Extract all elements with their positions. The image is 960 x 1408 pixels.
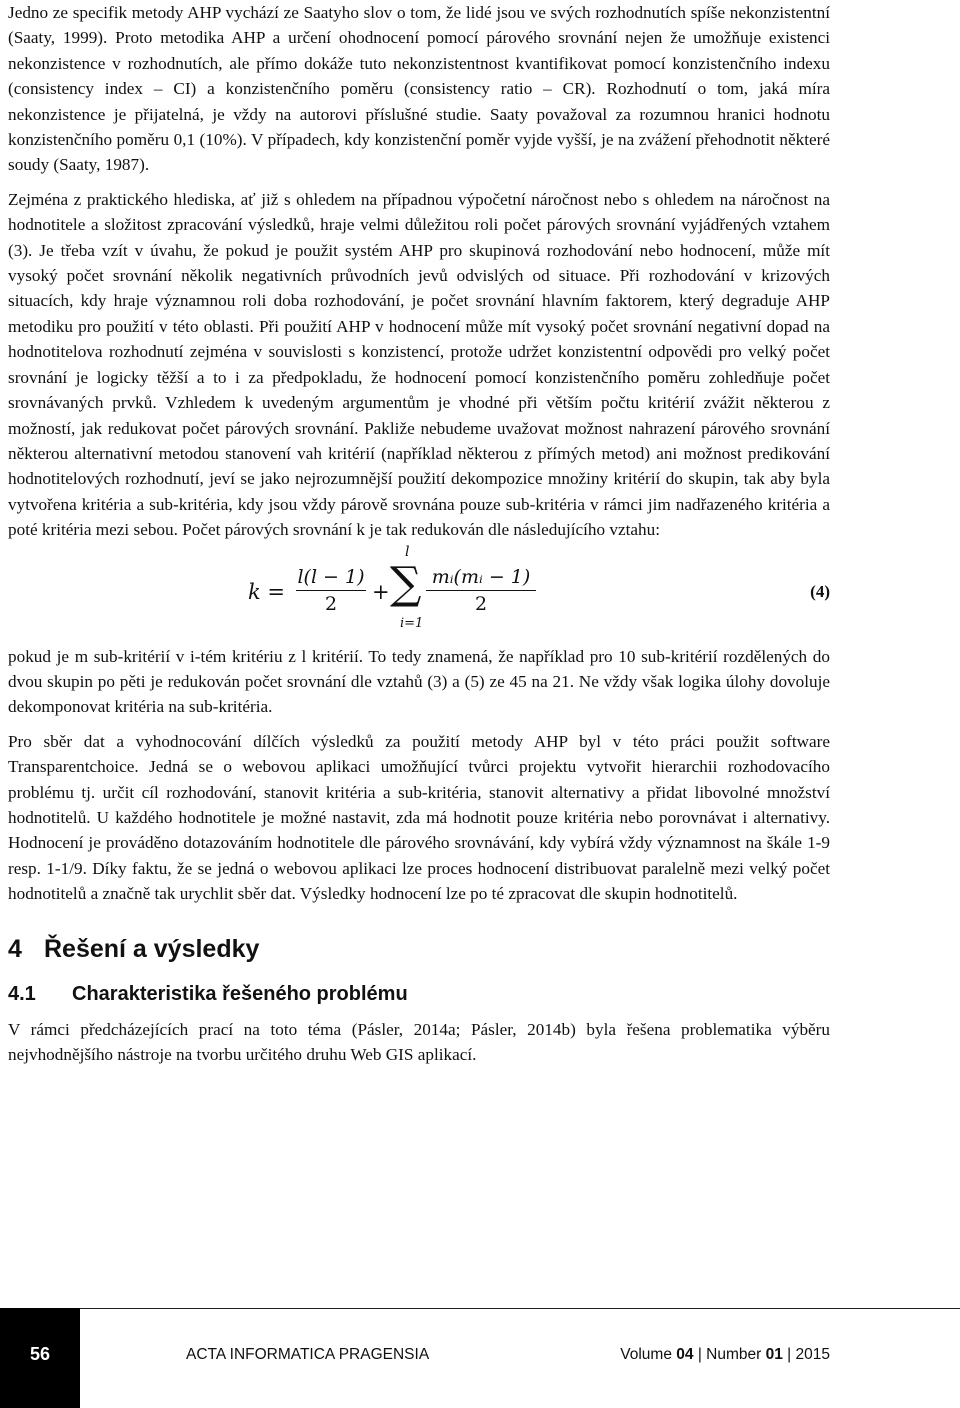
separator: | xyxy=(787,1346,792,1363)
page-footer xyxy=(0,1308,960,1408)
volume-number: 04 xyxy=(676,1346,694,1363)
sum-lower-limit: i=1 xyxy=(400,615,424,631)
number-label: Number xyxy=(706,1346,762,1363)
paragraph-pairwise-count: Zejména z praktického hlediska, ať již s ohledem na případnou výpočetní náročnost nebo s ohledem na náročnost na hodnotitele a složitost zpracování výsledků, hraje velmi důležitou roli počet párových srovnání vyjádřených vztahem (3). Je třeba vzít v úvahu, že pokud je použit systém AHP pro skupinová rozhodování nebo hodnocení, může mít vysoký počet srovnání několik negativních průvodních jevů odvislých od situace. Při rozhodování v krizových situacích, kdy hraje významnou roli doba rozhodování, je počet srovnání hlavním faktorem, který degraduje AHP metodiku pro použití v této oblasti. Při použití AHP v hodnocení může mít vysoký počet srovnání negativní dopad na hodnotitelova rozhodnutí zejména v souvislosti s konzistencí, protože udržet konzistentní odpovědi pro velký počet srovnání je logicky těžší a to i za předpokladu, že hodnocení pomocí konzistenčního poměru zohledňuje počet srovnávaných prvků. Vzhledem k uvedeným argumentům je vhodné při větším počtu kritérií zvážit některou z možností, jak redukovat počet párových srovnání. Pakliže nebudeme uvažovat možnost nahrazení párového srovnání některou alternativní metodou stanovení vah kritérií (například některou z přímých metod) ani možnost predikování hodnotitelových rozhodnutí, jeví se jako nejrozumnější použití dekompozice množiny kritérií do skupin, tak aby byla vytvořena kritéria a sub-kritéria, kdy jsou vždy párově srovnána pouze sub-kritéria v rámci jim nadřazeného kritéria a poté kritéria mezi sebou. Počet párových srovnání k je tak redukován dle následujícího vztahu: xyxy=(8,189,830,540)
subsection-heading xyxy=(8,979,830,1009)
subsection-number: 4.1 xyxy=(8,982,36,1005)
equation-fraction-1 xyxy=(296,566,366,615)
equation-plus: + xyxy=(372,579,390,604)
section-title: Řešení a výsledky xyxy=(44,934,260,963)
equation-4 xyxy=(8,543,830,638)
paragraph-transparentchoice: Pro sběr dat a vyhodnocování dílčích výsledků za použití metody AHP byl v této práci použit software Transparentchoice. Jedná se o webovou aplikaci umožňující tvůrci projektu vytvořit hierarchii rozhodovacího problému tj. určit cíl rozhodování, stanovit kritéria a sub-kritéria, stanovit alternativy a přidat libovolné množství hodnotitelů. U každého hodnotitele je možné nastavit, zda má hodnotit pouze kritéria nebo porovnávat i alternativy. Hodnocení je prováděno dotazováním hodnotitele dle párového srovnávání, kdy vybírá vždy významnost na škále 1-9 resp. 1-1/9. Díky faktu, že se jedná o webovou aplikaci lze proces hodnocení distribuovat paralelně mezi velký počet hodnotitelů a značně tak urychlit sběr dat. Výsledky hodnocení lze po té zpracovat dle skupin hodnotitelů. xyxy=(8,731,830,904)
paragraph-subcriteria: pokud je m sub-kritérií v i-tém kritériu z l kritérií. To tedy znamená, že například pro 10 sub-kritérií rozdělených do dvou skupin po pěti je redukován počet srovnání dle vztahů (3) a (5) ze 45 na 21. Ne vždy však logika úlohy dovoluje dekomponovat kritéria na sub-kritéria. xyxy=(8,646,830,717)
document-page xyxy=(8,0,830,1076)
paragraph-previous-work: V rámci předcházejících prací na toto téma (Pásler, 2014a; Pásler, 2014b) byla řešena problematika výběru nejvhodnějšího nástroje na tvorbu určitého druhu Web GIS aplikací. xyxy=(8,1019,830,1064)
issue-number: 01 xyxy=(765,1346,783,1363)
volume-info xyxy=(620,1346,830,1364)
equation-number: (4) xyxy=(810,581,830,601)
equation-lhs: k = xyxy=(248,579,285,604)
fraction-1-denominator: 2 xyxy=(324,592,338,615)
section-number: 4 xyxy=(8,934,22,963)
page-number: 56 xyxy=(0,1308,80,1408)
fraction-2-denominator: 2 xyxy=(474,592,488,615)
equation-fraction-2 xyxy=(426,566,536,615)
paragraph-consistency: Jedno ze specifik metody AHP vychází ze Saatyho slov o tom, že lidé jsou ve svých rozhodnutích spíše nekonzistentní (Saaty, 1999). Proto metodika AHP a určení ohodnocení pomocí párového srovnání nejen že umožňuje existenci nekonzistence v rozhodnutích, ale přímo dokáže tuto nekonzistentnost kvantifikovat pomocí konzistenčního indexu (consistency index – CI) a konzistenčního poměru (consistency ratio – CR). Rozhodnutí o tom, jaká míra nekonzistence je přijatelná, je vždy na autorovi příslušné studie. Saaty považoval za rozumnou hranici hodnotu konzistenčního poměru 0,1 (10%). V případech, kdy konzistenční poměr vyjde vyšší, je na zvážení přehodnotit některé soudy (Saaty, 1987). xyxy=(8,3,830,175)
section-heading xyxy=(8,931,830,967)
subsection-title: Charakteristika řešeného problému xyxy=(72,982,408,1005)
fraction-2-numerator: mᵢ(mᵢ − 1) xyxy=(431,565,531,588)
volume-label: Volume xyxy=(620,1346,672,1363)
sum-upper-limit: l xyxy=(405,543,410,560)
year: 2015 xyxy=(795,1346,830,1363)
fraction-1-numerator: l(l − 1) xyxy=(297,565,365,588)
separator: | xyxy=(697,1346,702,1363)
journal-name: ACTA INFORMATICA PRAGENSIA xyxy=(186,1346,430,1363)
sum-symbol: ∑ xyxy=(390,557,422,609)
